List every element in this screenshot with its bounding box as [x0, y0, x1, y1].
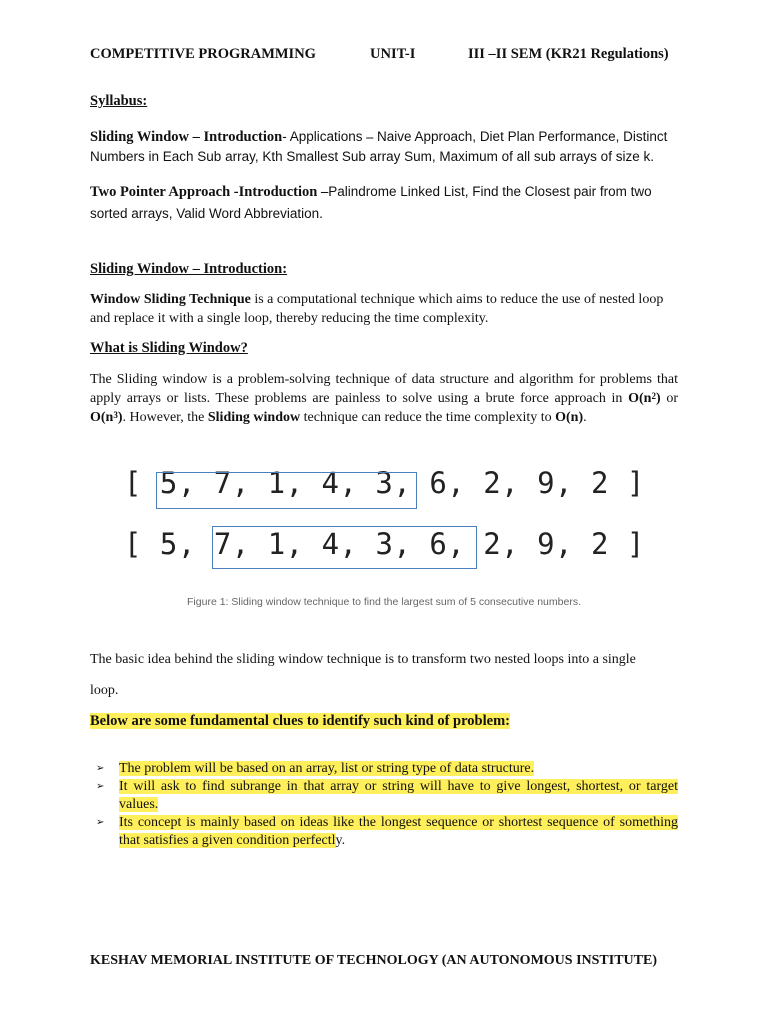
figure-caption: Figure 1: Sliding window technique to find the largest sum of 5 consecutive numbers.: [187, 596, 581, 608]
bullet-3-tail: y.: [335, 833, 346, 848]
syllabus-sw-dash: –: [366, 130, 374, 145]
what-text-3: technique can reduce the time complexity to: [300, 410, 556, 425]
intro-bold-lead: Window Sliding Technique: [90, 292, 251, 307]
syllabus-sliding-window: [90, 127, 678, 167]
arrow-bullet-icon: ➢: [96, 763, 105, 774]
window-box-2: [212, 526, 477, 569]
row2-rest: 2, 9, 2 ]: [465, 527, 645, 561]
window-box-1: [156, 472, 417, 509]
bullet-2-text: It will ask to find subrange in that array or string will have to give longest, shortest, or target values.: [119, 779, 678, 812]
syllabus-tp-text: Palindrome Linked List, Find the Closest pair from two sorted arrays, Valid Word Abbreviation.: [90, 184, 652, 221]
list-item-text: [119, 814, 678, 850]
syllabus-sw-text-a: - Applications: [282, 129, 367, 144]
syllabus-sw-text-b: Naive Approach, Diet Plan Performance, Distinct Numbers in Each Sub array, Kth Smallest Sub array Sum, Maximum of all sub arrays of size k.: [90, 129, 668, 164]
arrow-bullet-icon: ➢: [96, 781, 105, 792]
what-paragraph: [90, 370, 678, 427]
list-item-text: [119, 760, 678, 778]
basic-idea-line-2: loop.: [90, 683, 119, 698]
on3-exp: 3: [113, 410, 118, 420]
header-course: COMPETITIVE PROGRAMMING: [90, 46, 316, 62]
row1-open: [: [124, 466, 160, 500]
bullet-1-text: The problem will be based on an array, list or string type of data structure.: [119, 761, 535, 776]
syllabus-sw-title: Sliding Window – Introduction: [90, 129, 283, 145]
complexity-on2: [628, 391, 661, 406]
row2-window: 7, 1, 4, 3, 6,: [213, 527, 466, 561]
what-text-4: .: [583, 410, 587, 425]
on3-close: ): [117, 410, 123, 425]
complexity-on: O(n): [555, 410, 584, 425]
on2-base: O(n: [628, 391, 652, 406]
on2-exp: 2: [651, 391, 656, 401]
footer-institute: KESHAV MEMORIAL INSTITUTE OF TECHNOLOGY (AN AUTONOMOUS INSTITUTE): [90, 953, 657, 968]
arrow-bullet-icon: ➢: [96, 817, 105, 828]
clues-heading: [90, 712, 510, 731]
what-text-1: The Sliding window is a problem-solving technique of data structure and algorithm for problems that apply arrays or lists. These problems are painless to solve using a brute force approach in: [90, 372, 678, 406]
what-or: or: [660, 391, 678, 406]
list-item-text: [119, 778, 678, 814]
what-text-2: . However, the: [122, 410, 208, 425]
header-unit: UNIT-I: [370, 46, 416, 62]
row1-window: 5, 7, 1, 4, 3,: [159, 466, 412, 500]
basic-idea-line-1: The basic idea behind the sliding window technique is to transform two nested loops into a single: [90, 652, 636, 667]
bullet-3-text: Its concept is mainly based on ideas like the longest sequence or shortest sequence of something that satisfies a given condition perfectl: [119, 815, 678, 848]
syllabus-heading: Syllabus:: [90, 93, 148, 109]
what-sw-bold: Sliding window: [207, 410, 301, 425]
header-semester: III –II SEM (KR21 Regulations): [468, 46, 669, 62]
on3-base: O(n: [90, 410, 114, 425]
complexity-on3: [90, 410, 123, 425]
clues-heading-text: Below are some fundamental clues to identify such kind of problem:: [90, 713, 510, 729]
what-heading: What is Sliding Window?: [90, 340, 248, 356]
syllabus-tp-title: Two Pointer Approach -Introduction –: [90, 184, 329, 200]
on2-close: ): [655, 391, 661, 406]
row1-rest: 6, 2, 9, 2 ]: [411, 466, 645, 500]
intro-text: is a computational technique which aims to reduce the use of nested loop and replace it with a single loop, thereby reducing the time complexity.: [90, 292, 664, 326]
intro-heading: Sliding Window – Introduction:: [90, 261, 288, 277]
intro-paragraph: [90, 290, 678, 328]
syllabus-two-pointer: [90, 181, 678, 225]
row2-open: [ 5,: [124, 527, 214, 561]
